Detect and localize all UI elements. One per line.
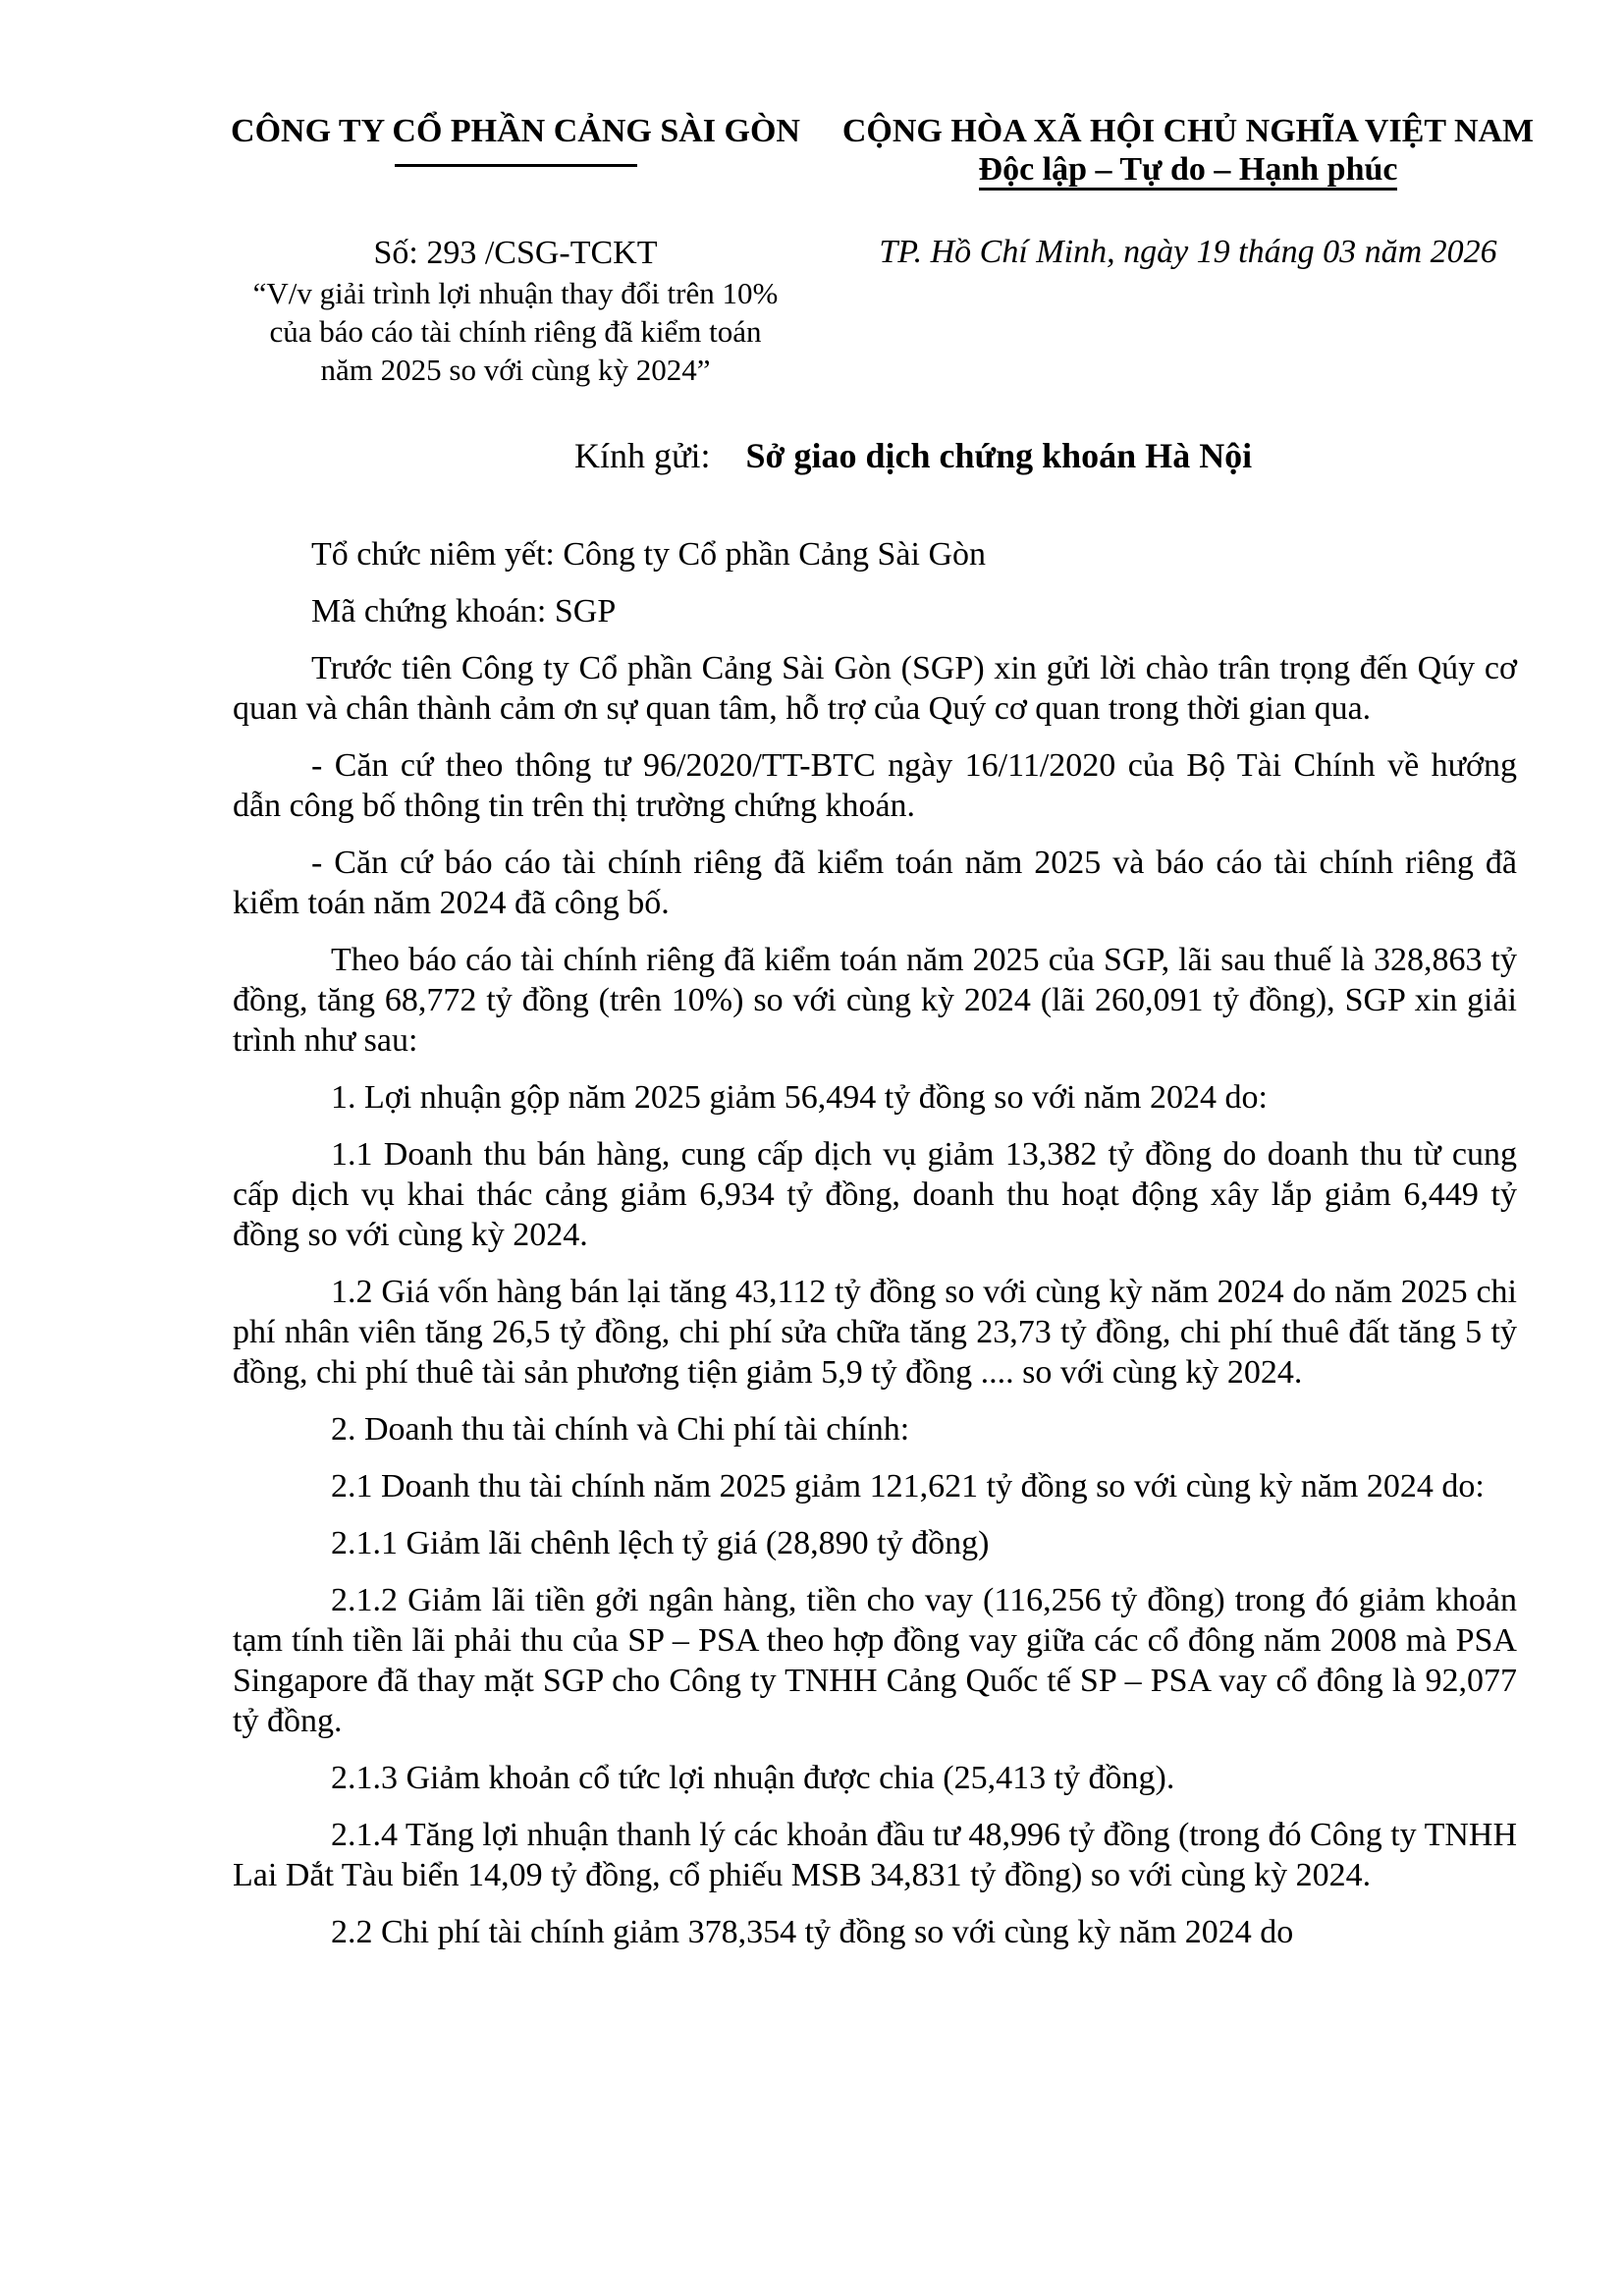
paragraph: 1.1 Doanh thu bán hàng, cung cấp dịch vụ giảm 13,382 tỷ đồng do doanh thu từ cung cấp dịch vụ khai thác cảng giảm 6,934 tỷ đồng, doanh thu hoạt động xây lắp giảm 6,449 tỷ đồng so với cùng kỳ 2024.	[233, 1136, 1517, 1253]
nation-header	[830, 113, 1546, 191]
recipient-label: Kính gửi:	[574, 436, 711, 475]
recipient-name: Sở giao dịch chứng khoán Hà Nội	[745, 436, 1253, 475]
paragraph: Tổ chức niêm yết: Công ty Cổ phần Cảng Sài Gòn	[311, 536, 987, 573]
paragraph: 2. Doanh thu tài chính và Chi phí tài chính:	[331, 1411, 910, 1448]
paragraph: Mã chứng khoán: SGP	[311, 593, 617, 629]
paragraph: 1. Lợi nhuận gộp năm 2025 giảm 56,494 tỷ đồng so với năm 2024 do:	[331, 1079, 1268, 1116]
subject-line: của báo cáo tài chính riêng đã kiểm toán	[269, 314, 762, 349]
document-number: Số: 293 /CSG-TCKT	[373, 235, 658, 271]
subject-line: “V/v giải trình lợi nhuận thay đổi trên 10%	[252, 276, 779, 310]
place-date: TP. Hồ Chí Minh, ngày 19 tháng 03 năm 2026	[879, 234, 1497, 270]
paragraph: Theo báo cáo tài chính riêng đã kiểm toán năm 2025 của SGP, lãi sau thuế là 328,863 tỷ đồng, tăng 68,772 tỷ đồng (trên 10%) so với cùng kỳ 2024 (lãi 260,091 tỷ đồng), SGP xin giải trình như sau:	[233, 942, 1517, 1059]
paragraph: 2.1.4 Tăng lợi nhuận thanh lý các khoản đầu tư 48,996 tỷ đồng (trong đó Công ty TNHH Lai Dắt Tàu biển 14,09 tỷ đồng, cổ phiếu MSB 34,831 tỷ đồng) so với cùng kỳ 2024.	[233, 1817, 1517, 1893]
paragraph: - Căn cứ báo cáo tài chính riêng đã kiểm toán năm 2025 và báo cáo tài chính riêng đã kiểm toán năm 2024 đã công bố.	[233, 845, 1517, 921]
paragraph: 2.1.3 Giảm khoản cổ tức lợi nhuận được chia (25,413 tỷ đồng).	[331, 1760, 1175, 1796]
recipient	[574, 435, 1252, 476]
paragraph: 2.1 Doanh thu tài chính năm 2025 giảm 121,621 tỷ đồng so với cùng kỳ năm 2024 do:	[331, 1468, 1485, 1504]
letter-body	[233, 534, 1517, 1969]
motto: Độc lập – Tự do – Hạnh phúc	[979, 152, 1398, 191]
company-underline	[395, 164, 637, 167]
company-name: CÔNG TY CỔ PHẦN CẢNG SÀI GÒN	[231, 113, 800, 149]
document-reference	[221, 234, 810, 389]
paragraph: 1.2 Giá vốn hàng bán lại tăng 43,112 tỷ đồng so với cùng kỳ năm 2024 do năm 2025 chi phí nhân viên tăng 26,5 tỷ đồng, chi phí sửa chữa tăng 23,73 tỷ đồng, chi phí thuê đất tăng 5 tỷ đồng, chi phí thuê tài sản phương tiện giảm 5,9 tỷ đồng .... so với cùng kỳ 2024.	[233, 1274, 1517, 1391]
nation-title: CỘNG HÒA XÃ HỘI CHỦ NGHĨA VIỆT NAM	[841, 113, 1535, 149]
paragraph: 2.1.2 Giảm lãi tiền gởi ngân hàng, tiền cho vay (116,256 tỷ đồng) trong đó giảm khoản tạm tính tiền lãi phải thu của SP – PSA theo hợp đồng vay giữa các cổ đông năm 2008 mà PSA Singapore đã thay mặt SGP cho Công ty TNHH Cảng Quốc tế SP – PSA vay cổ đông là 92,077 tỷ đồng.	[233, 1582, 1517, 1739]
paragraph: - Căn cứ theo thông tư 96/2020/TT-BTC ngày 16/11/2020 của Bộ Tài Chính về hướng dẫn công bố thông tin trên thị trường chứng khoán.	[233, 747, 1517, 824]
paragraph: 2.1.1 Giảm lãi chênh lệch tỷ giá (28,890 tỷ đồng)	[331, 1525, 990, 1561]
paragraph: Trước tiên Công ty Cổ phần Cảng Sài Gòn (SGP) xin gửi lời chào trân trọng đến Qúy cơ quan và chân thành cảm ơn sự quan tâm, hỗ trợ của Quý cơ quan trong thời gian qua.	[233, 650, 1517, 727]
paragraph: 2.2 Chi phí tài chính giảm 378,354 tỷ đồng so với cùng kỳ năm 2024 do	[331, 1914, 1294, 1950]
sender-header	[221, 113, 810, 167]
subject-line: năm 2025 so với cùng kỳ 2024”	[320, 353, 711, 387]
